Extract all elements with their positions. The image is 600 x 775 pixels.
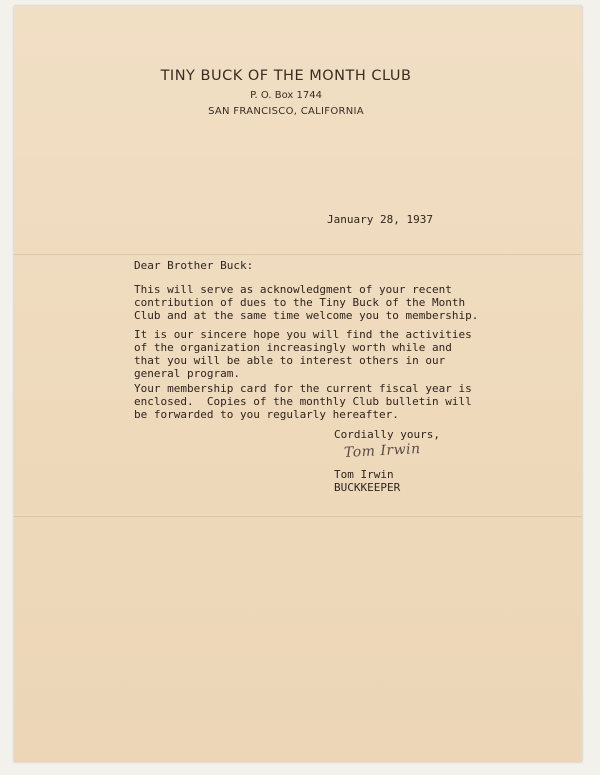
letterhead-city: SAN FRANCISCO, CALIFORNIA (208, 106, 364, 117)
closing: Cordially yours, (334, 428, 440, 441)
signer-title: BUCKKEEPER (334, 481, 401, 494)
paragraph-hope: It is our sincere hope you will find the activities of the organization increasingly worth while and that you will be able to interest others in our general program. (134, 328, 472, 380)
fold-line (14, 516, 582, 517)
salutation: Dear Brother Buck: (134, 259, 254, 272)
letter-sheet (14, 6, 582, 762)
letterhead-organization: TINY BUCK OF THE MONTH CLUB (160, 68, 412, 84)
paragraph-acknowledgment: This will serve as acknowledgment of your recent contribution of dues to the Tiny Buck of the Month Club and at the same time welcome you to membership. (134, 283, 479, 322)
paragraph-membership-card: Your membership card for the current fiscal year is enclosed. Copies of the monthly Club bulletin will be forwarded to you regularly hereafter. (134, 382, 472, 421)
letter-date: January 28, 1937 (327, 213, 433, 226)
letterhead-po-box: P. O. Box 1744 (250, 90, 322, 101)
handwritten-signature: Tom Irwin (343, 441, 421, 461)
fold-line (14, 254, 582, 255)
signer-name: Tom Irwin (334, 468, 394, 481)
